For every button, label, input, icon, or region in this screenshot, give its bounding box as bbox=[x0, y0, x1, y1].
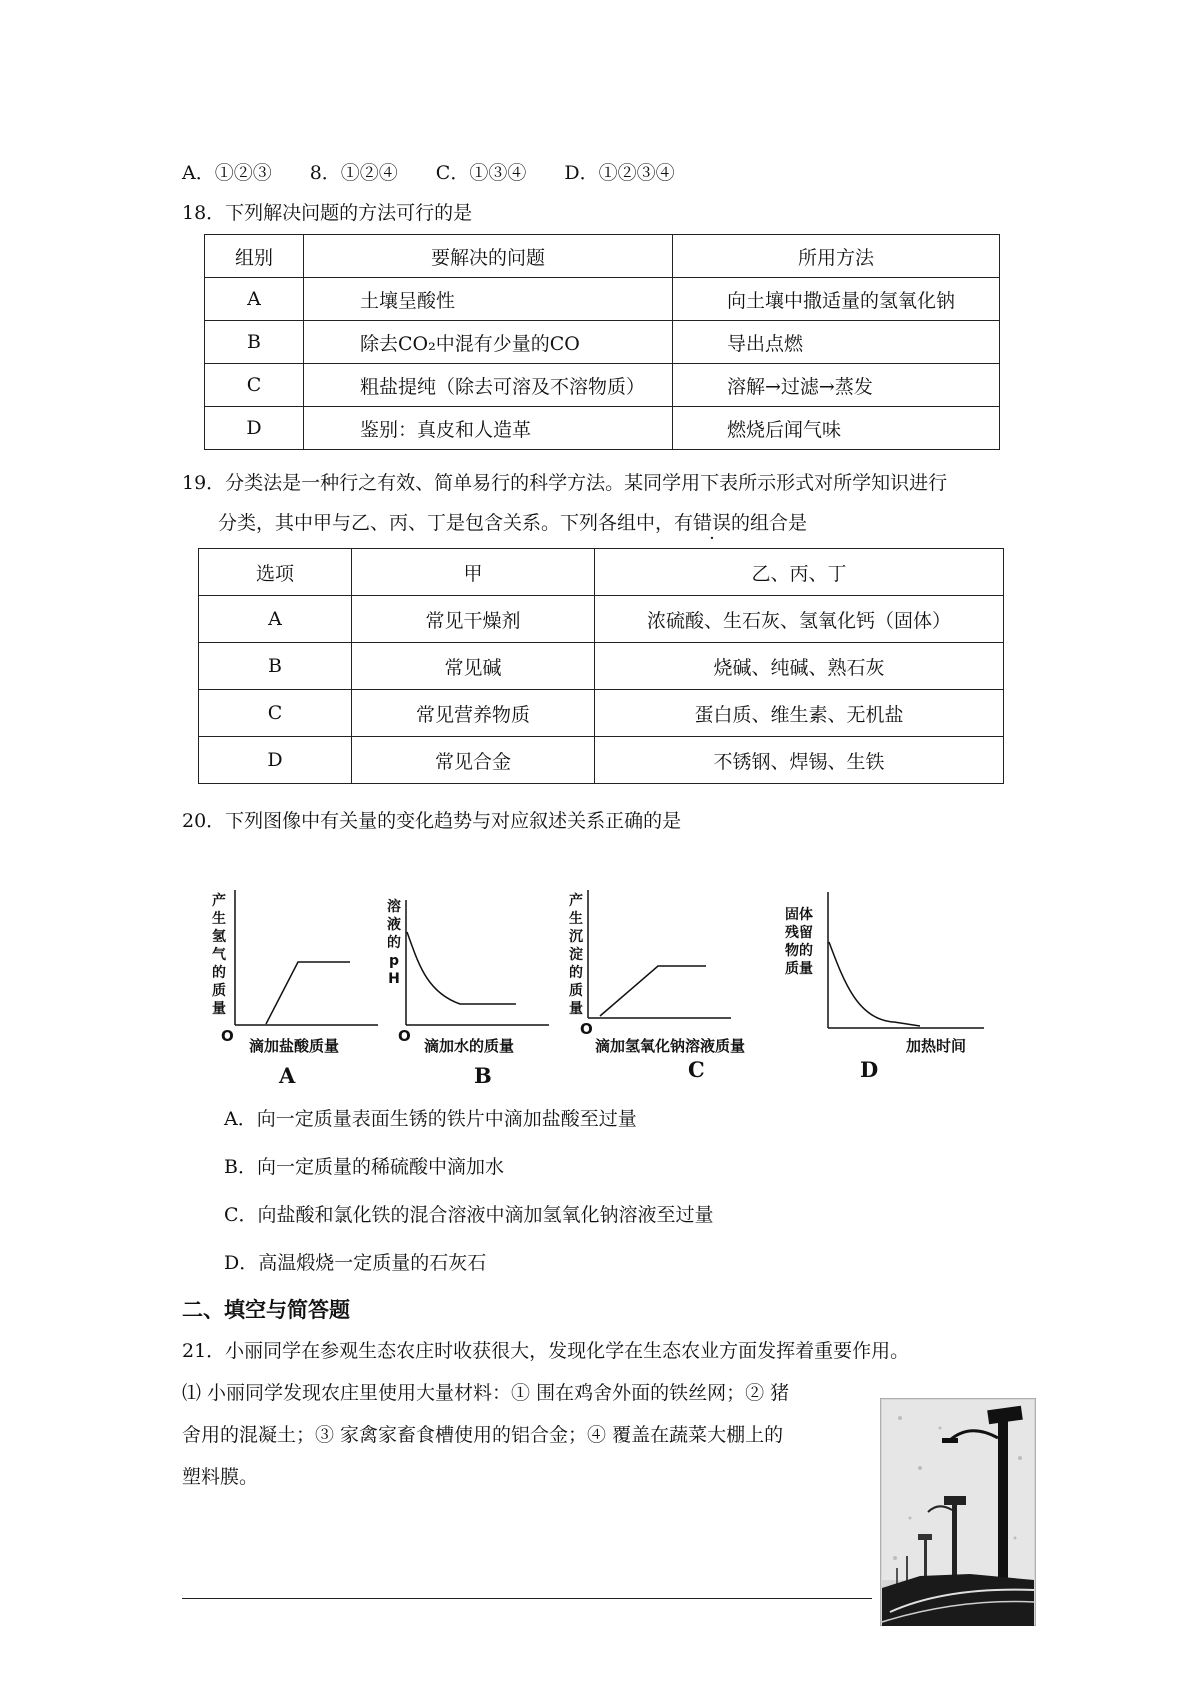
q18-row bbox=[205, 407, 1000, 450]
q19-row bbox=[199, 737, 1004, 784]
q18-problem: 土壤呈酸性 bbox=[304, 278, 673, 321]
q19-stem-part2: 的组合是 bbox=[731, 512, 808, 534]
graph-a-origin: O bbox=[221, 1027, 234, 1045]
q19-class: 常见碱 bbox=[352, 643, 595, 690]
q18-row bbox=[205, 321, 1000, 364]
section-heading: 二、填空与简答题 bbox=[182, 1298, 350, 1322]
q18-header-group: 组别 bbox=[205, 235, 304, 278]
graph-a-ylabel: 产生氢气的质量 bbox=[212, 893, 226, 1017]
q18-group: D bbox=[205, 407, 304, 450]
graph-a-letter: A bbox=[279, 1063, 296, 1088]
graph-d-plot bbox=[824, 892, 984, 1032]
q18-group: B bbox=[205, 321, 304, 364]
q18-header-problem: 要解决的问题 bbox=[304, 235, 673, 278]
q19-header-a: 甲 bbox=[352, 549, 595, 596]
graph-a-plot bbox=[228, 890, 378, 1030]
answer-line bbox=[182, 1598, 872, 1599]
q18-problem: 粗盐提纯（除去可溶及不溶物质） bbox=[304, 364, 673, 407]
street-lamp-photo bbox=[880, 1398, 1036, 1626]
graph-a-curve bbox=[266, 962, 350, 1024]
q21-paragraph-line2: 舍用的混凝土；③ 家禽家畜食槽使用的铝合金；④ 覆盖在蔬菜大棚上的 bbox=[182, 1424, 784, 1446]
q21-stem: 21．小丽同学在参观生态农庄时收获很大，发现化学在生态农业方面发挥着重要作用。 bbox=[182, 1340, 910, 1362]
q19-members: 不锈钢、焊锡、生铁 bbox=[595, 737, 1004, 784]
q18-row bbox=[205, 364, 1000, 407]
graph-d-ylabel: 固体残留物的质量 bbox=[785, 907, 813, 977]
graph-b-xlabel: 滴加水的质量 bbox=[424, 1037, 515, 1055]
q19-stem-part1: 分类，其中甲与乙、丙、丁是包含关系。下列各组中，有 bbox=[218, 512, 694, 534]
graph-c-plot bbox=[586, 890, 736, 1030]
q19-members: 蛋白质、维生素、无机盐 bbox=[595, 690, 1004, 737]
q19-option: A bbox=[199, 596, 352, 643]
q19-members: 烧碱、纯碱、熟石灰 bbox=[595, 643, 1004, 690]
graph-d-letter: D bbox=[860, 1057, 879, 1082]
q18-problem: 除去CO₂中混有少量的CO bbox=[304, 321, 673, 364]
q19-option: C bbox=[199, 690, 352, 737]
q19-members: 浓硫酸、生石灰、氢氧化钙（固体） bbox=[595, 596, 1004, 643]
q20-option-c: C．向盐酸和氯化铁的混合溶液中滴加氢氧化钠溶液至过量 bbox=[224, 1204, 714, 1226]
q19-class: 常见合金 bbox=[352, 737, 595, 784]
q19-emphasis-wrong: 错误 bbox=[693, 512, 732, 534]
graph-c-ylabel: 产生沉淀的质量 bbox=[569, 893, 583, 1017]
q18-stem: 18．下列解决问题的方法可行的是 bbox=[182, 202, 473, 224]
graph-c-origin: O bbox=[580, 1020, 593, 1038]
q19-table bbox=[198, 548, 1004, 784]
graph-b-curve bbox=[407, 932, 516, 1004]
graph-b-plot bbox=[404, 900, 554, 1030]
q19-row bbox=[199, 596, 1004, 643]
graph-b-origin: O bbox=[398, 1027, 411, 1045]
q18-header-method: 所用方法 bbox=[673, 235, 1000, 278]
q18-table bbox=[204, 234, 1000, 450]
graph-c-curve bbox=[600, 966, 706, 1016]
q21-paragraph-line3: 塑料膜。 bbox=[182, 1466, 259, 1488]
q19-option: B bbox=[199, 643, 352, 690]
q19-header-b: 乙、丙、丁 bbox=[595, 549, 1004, 596]
q18-method: 导出点燃 bbox=[673, 321, 1000, 364]
graph-d-curve bbox=[829, 942, 920, 1026]
q19-row bbox=[199, 643, 1004, 690]
q18-method: 燃烧后闻气味 bbox=[673, 407, 1000, 450]
q18-group: C bbox=[205, 364, 304, 407]
q20-option-b: B．向一定质量的稀硫酸中滴加水 bbox=[224, 1156, 504, 1178]
graph-c-xlabel: 滴加氢氧化钠溶液质量 bbox=[595, 1037, 746, 1055]
q17-options: A．①②③ 8．①②④ C．①③④ D．①②③④ bbox=[182, 162, 675, 184]
q20-option-a: A．向一定质量表面生锈的铁片中滴加盐酸至过量 bbox=[224, 1108, 637, 1130]
q18-problem: 鉴别：真皮和人造革 bbox=[304, 407, 673, 450]
q19-stem-line2 bbox=[218, 508, 807, 535]
q18-row bbox=[205, 278, 1000, 321]
q19-option: D bbox=[199, 737, 352, 784]
q20-option-d: D．高温煅烧一定质量的石灰石 bbox=[224, 1252, 487, 1274]
q19-class: 常见干燥剂 bbox=[352, 596, 595, 643]
q21-paragraph-line1: ⑴ 小丽同学发现农庄里使用大量材料：① 围在鸡舍外面的铁丝网；② 猪 bbox=[182, 1382, 790, 1404]
q19-header-option: 选项 bbox=[199, 549, 352, 596]
graph-a-xlabel: 滴加盐酸质量 bbox=[249, 1037, 340, 1055]
graph-b-letter: B bbox=[474, 1063, 492, 1088]
q20-stem: 20．下列图像中有关量的变化趋势与对应叙述关系正确的是 bbox=[182, 810, 682, 832]
graph-c-letter: C bbox=[688, 1057, 705, 1082]
q19-class: 常见营养物质 bbox=[352, 690, 595, 737]
road bbox=[882, 1574, 1034, 1626]
q19-row bbox=[199, 690, 1004, 737]
q19-stem-line1: 19．分类法是一种行之有效、简单易行的科学方法。某同学用下表所示形式对所学知识进行 bbox=[182, 472, 948, 494]
q18-method: 溶解→过滤→蒸发 bbox=[673, 364, 1000, 407]
graph-b-ylabel: 溶液的pH bbox=[387, 899, 401, 987]
q18-group: A bbox=[205, 278, 304, 321]
graph-d-xlabel: 加热时间 bbox=[906, 1037, 967, 1055]
q18-method: 向土壤中撒适量的氢氧化钠 bbox=[673, 278, 1000, 321]
